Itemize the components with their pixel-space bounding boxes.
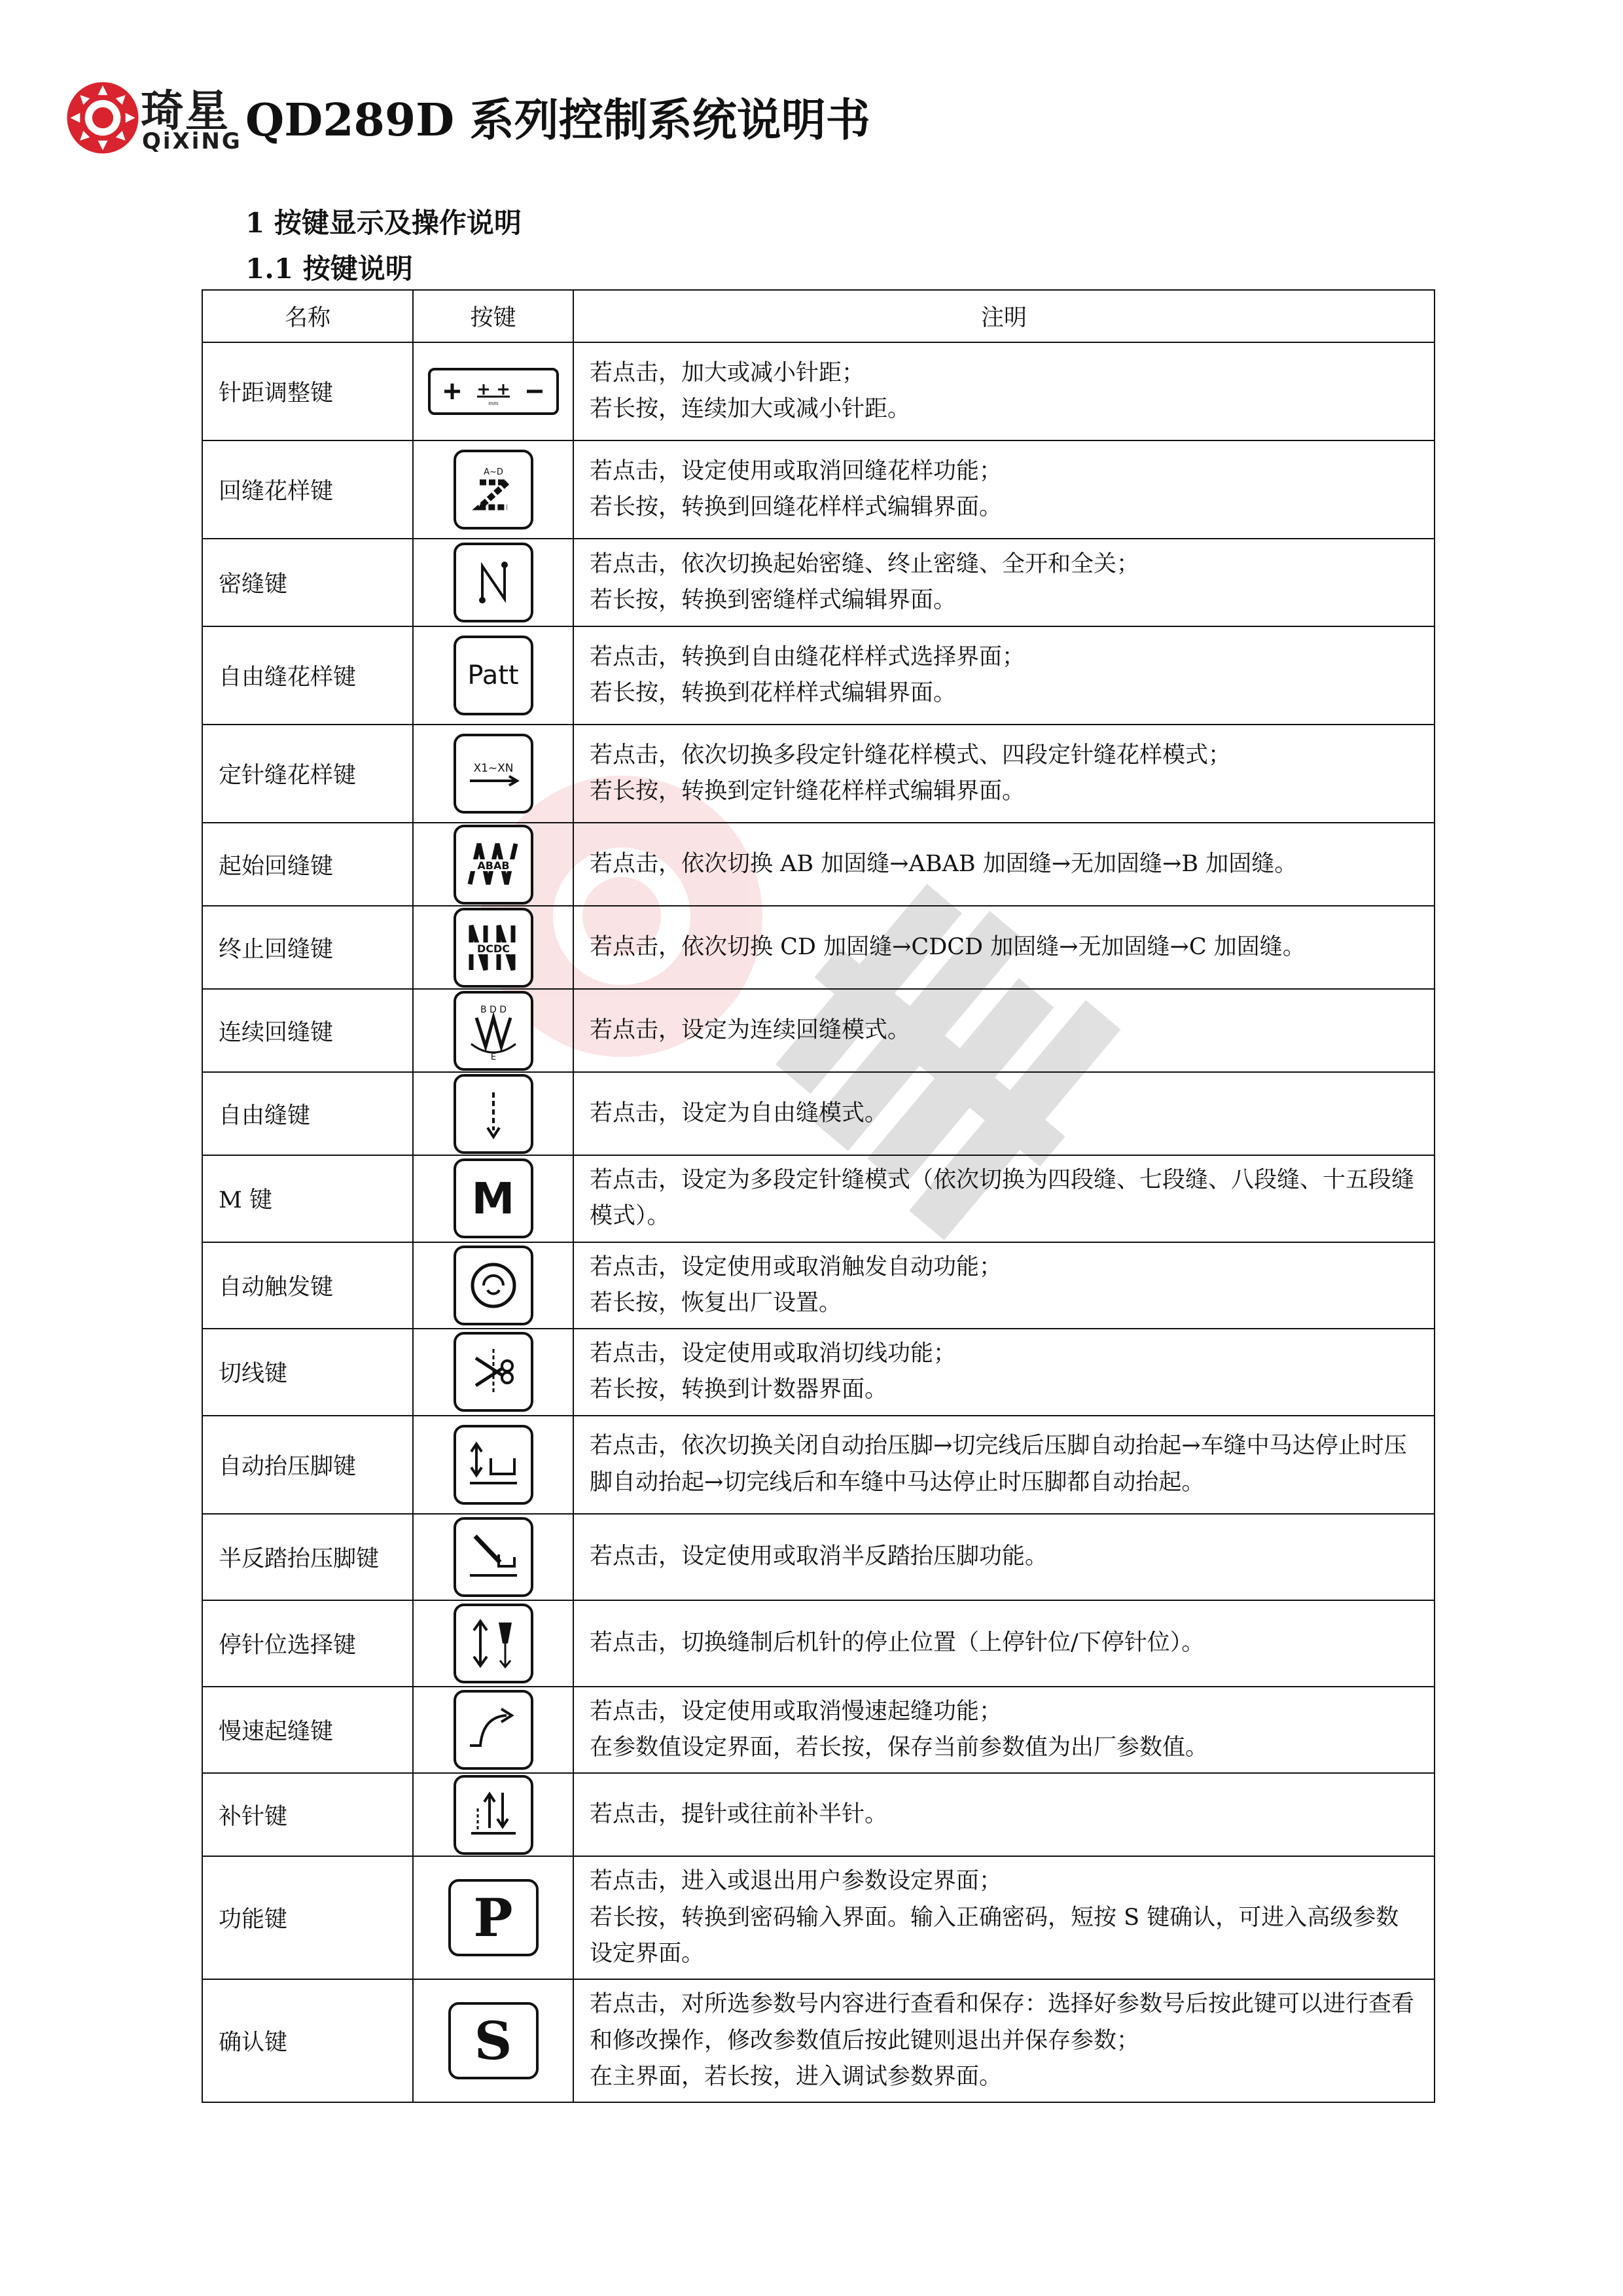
table-row <box>202 1856 1435 1979</box>
needle-compensation-key-icon <box>454 1775 533 1855</box>
page-header <box>62 72 1044 154</box>
key-name: 确认键 <box>202 1979 413 2102</box>
needle-stop-position-key-icon <box>454 1604 533 1683</box>
key-note: 若长按，转换到回缝花样样式编辑界面。 <box>590 494 1003 520</box>
free-sewing-key-icon <box>454 1074 533 1154</box>
table-row <box>202 1155 1435 1242</box>
table-row <box>202 1514 1435 1600</box>
subsection-title: 1.1 按键说明 <box>245 253 413 285</box>
key-name: 起始回缝键 <box>202 823 413 906</box>
svg-text:B D D: B D D <box>480 1004 507 1015</box>
table-row <box>202 539 1435 626</box>
table-row <box>202 342 1435 440</box>
key-note: 若长按，转换到花样样式编辑界面。 <box>590 680 957 706</box>
brand-name-en: QiXiNG <box>142 128 242 154</box>
p-key-label: P <box>473 1887 513 1949</box>
key-name: 密缝键 <box>202 539 413 626</box>
key-note: 若长按，转换到密码输入界面。输入正确密码，短按 S 键确认，可进入高级参数设定界面。 <box>590 1904 1399 1967</box>
key-name: 慢速起缝键 <box>202 1687 413 1774</box>
table-row <box>202 906 1435 989</box>
free-pattern-key-icon <box>454 636 533 715</box>
patt-key-label: Patt <box>467 660 519 691</box>
key-note: 若点击，依次切换关闭自动抬压脚→切完线后压脚自动抬起→车缝中马达停止时压脚自动抬起→切完线后和车缝中马达停止时压脚都自动抬起。 <box>590 1433 1407 1496</box>
end-back-tack-key-label: DCDC <box>476 942 510 955</box>
key-name: 切线键 <box>202 1329 413 1416</box>
p-function-key-icon <box>448 1879 539 1956</box>
table-row <box>202 1773 1435 1856</box>
fixed-stitch-key-label: X1~XN <box>473 762 514 775</box>
key-note: 在参数值设定界面，若长按，保存当前参数值为出厂参数值。 <box>590 1734 1209 1761</box>
key-note: 若点击，设定为连续回缝模式。 <box>590 1016 911 1043</box>
m-key-label: M <box>471 1173 515 1224</box>
key-name: 定针缝花样键 <box>202 725 413 823</box>
key-name: 针距调整键 <box>202 342 413 440</box>
key-note: 若点击，依次切换 AB 加固缝→ABAB 加固缝→无加固缝→B 加固缝。 <box>590 850 1298 877</box>
key-note: 若点击，切换缝制后机针的停止位置（上停针位/下停针位）。 <box>590 1630 1205 1657</box>
table-row <box>202 1416 1435 1514</box>
column-header-name: 名称 <box>202 290 413 342</box>
key-note: 若点击，依次切换多段定针缝花样模式、四段定针缝花样模式； <box>590 742 1232 768</box>
svg-text:E: E <box>490 1052 496 1062</box>
section-title: 1 按键显示及操作说明 <box>245 207 522 239</box>
key-name: 自由缝花样键 <box>202 626 413 725</box>
key-note: 若长按，转换到计数器界面。 <box>590 1376 888 1403</box>
column-header-notes: 注明 <box>573 290 1435 342</box>
table-row <box>202 1072 1435 1155</box>
auto-trigger-key-icon <box>454 1246 533 1325</box>
stitch-length-key-icon <box>428 368 559 415</box>
table-row <box>202 440 1435 539</box>
key-note: 若长按，连续加大或减小针距。 <box>590 396 911 422</box>
qixing-logo-icon <box>62 77 143 158</box>
start-back-tack-key-icon <box>454 825 533 905</box>
key-note: 若点击，依次切换起始密缝、终止密缝、全开和全关； <box>590 550 1140 577</box>
fixed-stitch-pattern-key-icon <box>454 734 533 814</box>
table-header-row <box>202 290 1435 342</box>
table-row <box>202 1979 1435 2102</box>
s-confirm-key-icon <box>448 2002 539 2079</box>
table-row <box>202 626 1435 725</box>
key-note: 若点击，依次切换 CD 加固缝→CDCD 加固缝→无加固缝→C 加固缝。 <box>590 933 1306 960</box>
key-name: 连续回缝键 <box>202 989 413 1072</box>
table-row <box>202 1329 1435 1416</box>
key-name: 自动触发键 <box>202 1242 413 1329</box>
key-name: M 键 <box>202 1155 413 1242</box>
document-title: QD289D 系列控制系统说明书 <box>245 94 870 147</box>
back-tack-pattern-key-icon <box>454 450 533 529</box>
key-note: 若长按，转换到密缝样式编辑界面。 <box>590 587 957 613</box>
key-name: 补针键 <box>202 1773 413 1856</box>
table-row <box>202 989 1435 1072</box>
key-note: 在主界面，若长按，进入调试参数界面。 <box>590 2063 1003 2090</box>
key-name: 自动抬压脚键 <box>202 1416 413 1514</box>
key-note: 若点击，设定使用或取消慢速起缝功能； <box>590 1698 1003 1725</box>
svg-text:A~D: A~D <box>483 467 503 477</box>
key-note: 若点击，提针或往前补半针。 <box>590 1801 888 1828</box>
key-note: 若长按，转换到定针缝花样样式编辑界面。 <box>590 778 1026 804</box>
table-row <box>202 1242 1435 1329</box>
key-description-table <box>202 289 1435 2103</box>
table-row <box>202 725 1435 823</box>
key-note: 若点击，设定为自由缝模式。 <box>590 1100 888 1126</box>
key-note: 若点击，设定使用或取消触发自动功能； <box>590 1253 1003 1280</box>
key-name: 半反踏抬压脚键 <box>202 1514 413 1600</box>
key-name: 功能键 <box>202 1856 413 1979</box>
key-note: 若点击，设定使用或取消回缝花样功能； <box>590 457 1003 484</box>
dense-stitch-key-icon <box>454 543 533 622</box>
key-name: 终止回缝键 <box>202 906 413 989</box>
brand-name-cn: 琦星 <box>141 86 230 136</box>
column-header-key: 按键 <box>413 290 573 342</box>
s-key-label: S <box>474 2010 512 2072</box>
key-note: 若点击，设定使用或取消切线功能； <box>590 1340 957 1367</box>
key-name: 自由缝键 <box>202 1072 413 1155</box>
key-note: 若点击，设定为多段定针缝模式（依次切换为四段缝、七段缝、八段缝、十五段缝模式）。 <box>590 1167 1415 1230</box>
key-note: 若点击，进入或退出用户参数设定界面； <box>590 1868 1003 1895</box>
half-heel-presser-key-icon <box>454 1517 533 1597</box>
key-note: 若点击，转换到自由缝花样样式选择界面； <box>590 643 1026 670</box>
key-name: 回缝花样键 <box>202 440 413 539</box>
key-note: 若长按，恢复出厂设置。 <box>590 1289 842 1316</box>
table-row <box>202 823 1435 906</box>
m-key-icon <box>454 1158 533 1238</box>
table-row <box>202 1600 1435 1687</box>
continuous-back-tack-key-icon <box>454 991 533 1071</box>
auto-presser-lift-key-icon <box>454 1425 533 1505</box>
slow-start-key-icon <box>454 1690 533 1770</box>
table-row <box>202 1687 1435 1774</box>
start-back-tack-key-label: ABAB <box>476 859 510 872</box>
svg-text:mm: mm <box>488 401 499 406</box>
end-back-tack-key-icon <box>454 908 533 988</box>
key-name: 停针位选择键 <box>202 1600 413 1687</box>
key-note: 若点击，加大或减小针距； <box>590 359 865 386</box>
key-note: 若点击，对所选参数号内容进行查看和保存：选择好参数号后按此键可以进行查看和修改操作，修改参数值后按此键则退出并保存参数； <box>590 1991 1415 2054</box>
thread-trim-key-icon <box>454 1332 533 1412</box>
key-note: 若点击，设定使用或取消半反踏抬压脚功能。 <box>590 1543 1048 1570</box>
